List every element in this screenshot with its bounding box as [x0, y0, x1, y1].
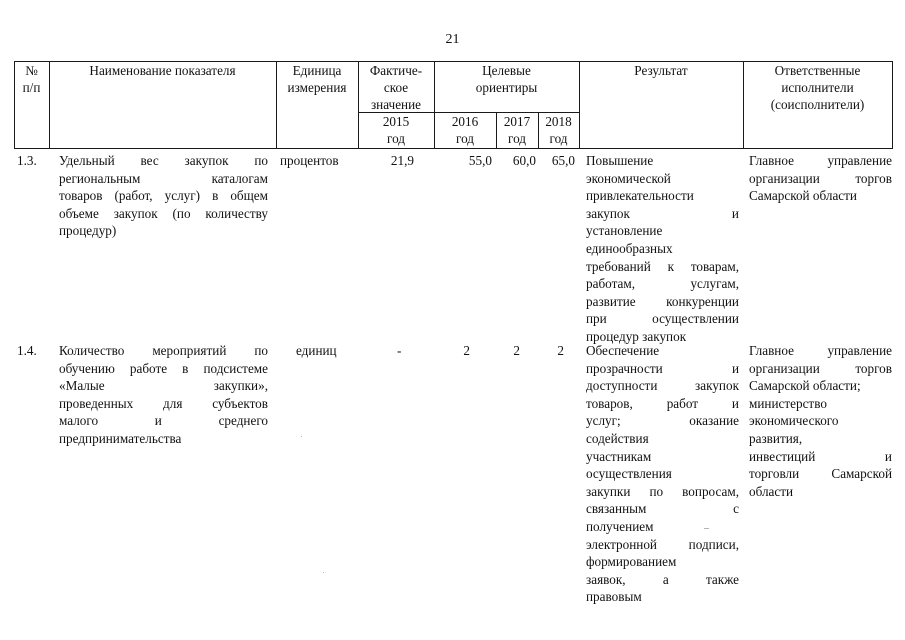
text-line: обучению работе в подсистеме	[59, 360, 268, 376]
text-line: товаров, работ и	[586, 395, 739, 411]
text-line: предпринимательства	[59, 430, 182, 446]
header-targets: Целевые ориентиры	[475, 63, 538, 95]
actual-value-2015: -	[397, 343, 402, 358]
header-unit: Единица измерения	[287, 63, 347, 95]
scan-speck	[704, 528, 709, 529]
text-line: Главное управление	[749, 343, 892, 358]
text-line: «Малые закупки»,	[59, 378, 268, 394]
text-line: инвестиций и	[749, 448, 892, 464]
header-responsible: Ответственные исполнители (соисполнители)	[770, 63, 865, 112]
result-text	[586, 342, 739, 606]
text-line: содействия	[586, 430, 649, 446]
target-value-2018: 65,0	[551, 153, 575, 168]
text-line: процедур)	[59, 223, 117, 239]
target-value-2017: 60,0	[512, 153, 536, 168]
text-line: участникам	[586, 448, 652, 464]
text-line: Главное управление	[749, 153, 892, 168]
text-line: связанным с	[586, 501, 739, 517]
indicator-name	[59, 152, 268, 240]
text-line: прозрачности и	[586, 360, 739, 376]
text-line: работам, услугам,	[586, 276, 739, 292]
row-number: 1.3.	[17, 153, 37, 168]
text-line: развитие конкуренции	[586, 293, 739, 309]
row-number: 1.4.	[17, 343, 37, 358]
text-line: процедур закупок	[586, 328, 687, 344]
text-line: единообразных	[586, 240, 673, 256]
text-line: экономической	[586, 170, 671, 186]
text-line: формированием	[586, 554, 677, 570]
text-line: Самарской области;	[749, 378, 861, 394]
text-line: малого и среднего	[59, 413, 268, 429]
text-line: осуществления	[586, 466, 672, 482]
text-line: торговли Самарской	[749, 466, 892, 482]
text-line: министерство	[749, 395, 827, 411]
text-line: правовым	[586, 589, 642, 605]
unit-of-measure: единиц	[296, 343, 337, 358]
text-line: заявок, а также	[586, 571, 739, 587]
text-line: требований к товарам,	[586, 258, 739, 274]
text-line: Обеспечение	[586, 343, 660, 358]
indicator-name	[59, 342, 268, 448]
header-bottom-border	[14, 148, 892, 149]
header-result: Результат	[634, 63, 688, 78]
text-line: экономического	[749, 413, 839, 429]
text-line: Повышение	[586, 153, 654, 168]
scan-speck	[323, 572, 324, 573]
header-year-2018: 2018 год	[545, 114, 572, 146]
text-line: проведенных для субъектов	[59, 395, 268, 411]
text-line: Количество мероприятий по	[59, 343, 268, 358]
page-number: 21	[445, 32, 460, 47]
header-border-right	[892, 61, 893, 149]
target-value-2016: 55,0	[468, 153, 492, 168]
unit-of-measure: процентов	[280, 153, 339, 168]
header-year-2015: 2015 год	[382, 114, 410, 146]
header-actual: Фактиче- ское значение	[369, 63, 423, 112]
header-year-2017: 2017 год	[503, 114, 531, 146]
result-text	[586, 152, 739, 346]
text-line: объеме закупок (по количеству	[59, 205, 268, 221]
text-line: привлекательности	[586, 188, 694, 204]
text-line: Самарской области	[749, 188, 857, 204]
text-line: организации торгов	[749, 360, 892, 376]
text-line: Удельный вес закупок по	[59, 153, 268, 168]
text-line: электронной подписи,	[586, 536, 739, 552]
responsible-text	[749, 342, 892, 500]
text-line: установление	[586, 223, 663, 239]
text-line: товаров (работ, услуг) в общем	[59, 188, 268, 204]
header-num: № п/п	[22, 63, 41, 95]
text-line: развития,	[749, 430, 803, 446]
text-line: доступности закупок	[586, 378, 739, 394]
target-value-2016: 2	[463, 343, 470, 358]
text-line: закупок и	[586, 205, 739, 221]
text-line: области	[749, 483, 794, 499]
target-value-2018: 2	[557, 343, 564, 358]
actual-value-2015: 21,9	[390, 153, 414, 168]
text-line: организации торгов	[749, 170, 892, 186]
header-year-2016: 2016 год	[451, 114, 479, 146]
responsible-text	[749, 152, 892, 205]
text-line: при осуществлении	[586, 311, 739, 327]
text-line: услуг; оказание	[586, 413, 739, 429]
scan-speck	[301, 436, 302, 437]
target-value-2017: 2	[513, 343, 520, 358]
header-name: Наименование показателя	[89, 63, 236, 78]
text-line: региональным каталогам	[59, 170, 268, 186]
text-line: закупки по вопросам,	[586, 483, 739, 499]
text-line: получением	[586, 518, 654, 534]
